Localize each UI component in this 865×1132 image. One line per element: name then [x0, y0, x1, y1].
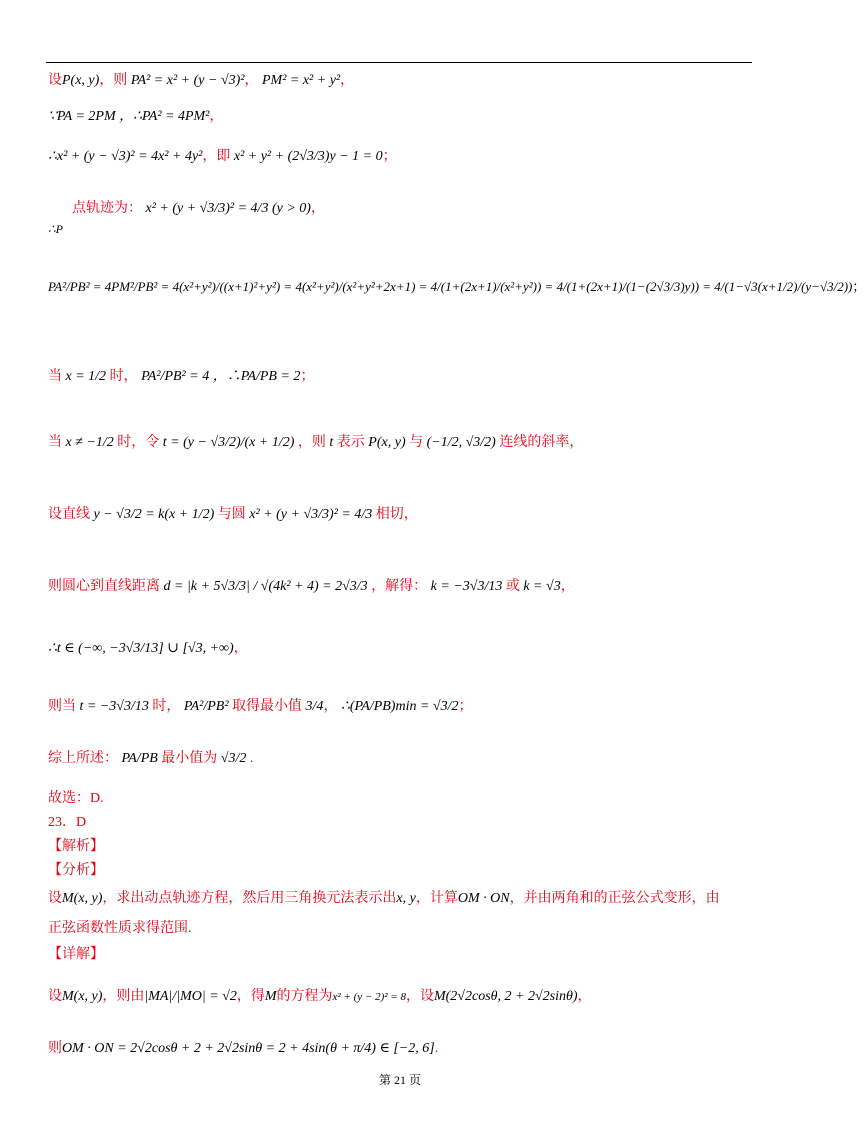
- math: t = (y − √3/2)/(x + 1/2): [162, 435, 295, 450]
- header-rule: [46, 62, 752, 63]
- q23-tag-fenxi: [48, 862, 104, 880]
- text: 连线的斜率，: [499, 435, 584, 450]
- page-footer: 第 21 页: [378, 1073, 421, 1087]
- text: 则当: [48, 699, 76, 714]
- math: x ≠ −1/2: [65, 435, 114, 450]
- sol-line-4: [72, 200, 325, 218]
- math: OM · ON: [457, 891, 510, 906]
- text: ；: [458, 699, 473, 714]
- sol-line-10: [48, 640, 248, 658]
- math: k = √3: [523, 579, 561, 594]
- text: 或: [505, 579, 520, 594]
- text: 则圆心到直线距离: [48, 579, 160, 594]
- math: 3/4: [305, 699, 324, 714]
- text: ，: [310, 201, 325, 216]
- sol-line-5: [48, 278, 865, 296]
- text: 设: [48, 989, 62, 1004]
- text: 设直线: [48, 507, 90, 522]
- text: 正弦函数性质求得范围.: [48, 921, 192, 936]
- text: ；: [382, 149, 397, 164]
- sol-line-12: [48, 750, 253, 768]
- text: 时，: [152, 699, 181, 714]
- math: y − √3/2 = k(x + 1/2): [93, 507, 215, 522]
- math: ∴x² + (y − √3)² = 4x² + 4y²: [48, 149, 203, 164]
- math: M(2√2cosθ, 2 + 2√2sinθ): [433, 989, 578, 1004]
- q23-tag-jiexi: [48, 838, 104, 856]
- sol-line-11: [48, 698, 472, 716]
- text: 综上所述：: [48, 751, 118, 766]
- sol-conclusion: [48, 790, 104, 808]
- text: ，即: [202, 149, 231, 164]
- text: .: [249, 751, 254, 766]
- text: ，得: [236, 989, 265, 1004]
- math: PA²/PB²: [183, 699, 229, 714]
- q23-detail-line-2: [48, 1040, 438, 1058]
- sol-line-6: [48, 368, 314, 386]
- text: ，: [323, 699, 338, 714]
- math: P(x, y): [62, 73, 100, 88]
- text: 相切，: [375, 507, 418, 522]
- math: ∴t ∈ (−∞, −3√3/13] ∪ [√3, +∞): [48, 641, 234, 656]
- math: M(x, y): [62, 989, 103, 1004]
- text: 设: [48, 73, 62, 88]
- math: PA²/PB² = 4 ，∴PA/PB = 2: [141, 369, 301, 384]
- text: ，计算: [415, 891, 458, 906]
- text: 与圆: [217, 507, 246, 522]
- sol-line-7: [48, 434, 583, 452]
- text: 时，令: [117, 435, 160, 450]
- text: 则: [48, 1041, 62, 1056]
- math: PA² = x² + (y − √3)²: [130, 73, 245, 88]
- sol-line-1: [48, 72, 354, 90]
- text: ，: [209, 109, 224, 124]
- q23-analysis-line-1: [48, 890, 720, 908]
- math: ∴(PA/PB)min = √3/2: [340, 699, 459, 714]
- math: x² + (y − 2)² = 8: [332, 991, 406, 1003]
- text: ，: [560, 579, 575, 594]
- math: (−1/2, √3/2): [426, 435, 496, 450]
- math: M(x, y): [62, 891, 103, 906]
- math: x² + (y + √3/3)² = 4/3 (y > 0): [145, 201, 311, 216]
- math: x² + (y + √3/3)² = 4/3: [249, 507, 373, 522]
- text: 当: [48, 435, 62, 450]
- text: ，: [340, 73, 355, 88]
- text: .: [434, 1041, 439, 1056]
- text: ，解得：: [371, 579, 428, 594]
- text: 23．D: [48, 815, 87, 830]
- math: PM² = x² + y²: [261, 73, 341, 88]
- text: ；: [300, 369, 315, 384]
- math: x² + y² + (2√3/3)y − 1 = 0: [233, 149, 383, 164]
- math: PA/PB: [121, 751, 158, 766]
- sol-line-2: [48, 108, 223, 126]
- math: x = 1/2: [65, 369, 107, 384]
- text: ，并由两角和的正弦公式变形，由: [509, 891, 720, 906]
- text: ，则: [297, 435, 326, 450]
- math: d = |k + 5√3/3| / √(4k² + 4) = 2√3/3: [163, 579, 368, 594]
- text: 设: [48, 891, 62, 906]
- text: ，: [577, 989, 592, 1004]
- sol-line-9: [48, 578, 575, 596]
- math: k = −3√3/13: [430, 579, 503, 594]
- text: 时，: [109, 369, 138, 384]
- q23-detail-line-1: [48, 988, 592, 1006]
- text: ，: [244, 73, 259, 88]
- text: 的方程为: [276, 989, 333, 1004]
- q23-number: [48, 814, 86, 832]
- text: 表示: [336, 435, 365, 450]
- math: √3/2: [220, 751, 247, 766]
- math: |MA|/|MO| = √2: [144, 989, 237, 1004]
- text: 与: [409, 435, 424, 450]
- math: M: [264, 989, 277, 1004]
- math: ∵PA = 2PM ，∴PA² = 4PM²: [48, 109, 210, 124]
- text: ，求出动点轨迹方程，然后用三角换元法表示出: [102, 891, 397, 906]
- math: t = −3√3/13: [79, 699, 149, 714]
- sol-line-8: [48, 506, 418, 524]
- text: 最小值为: [161, 751, 218, 766]
- text: 故选：D.: [48, 791, 104, 806]
- q23-analysis-line-2: [48, 920, 192, 938]
- math: x, y: [396, 891, 416, 906]
- text: 当: [48, 369, 62, 384]
- math: t: [329, 435, 334, 450]
- text: 【分析】: [48, 863, 104, 878]
- text: ，则由: [102, 989, 145, 1004]
- math: P(x, y): [368, 435, 406, 450]
- text: ，设: [405, 989, 434, 1004]
- q23-tag-xiangjie: [48, 946, 104, 964]
- text: 点轨迹为：: [72, 201, 142, 216]
- text: ，则: [99, 73, 128, 88]
- math: ∴P: [48, 222, 63, 236]
- math: PA²/PB² = 4PM²/PB² = 4(x²+y²)/((x+1)²+y²) = 4(x²+y²)/(x²+y²+2x+1) = 4/(1+(2x+1)/(x²+y²)) = 4/(1+(2x+1)/(1−(2√3/3)y)) = 4/(1−√3(x+1/2)/(y−√3/2)): [48, 279, 853, 294]
- text: 【解析】: [48, 839, 104, 854]
- text: ，: [233, 641, 248, 656]
- text: 取得最小值: [232, 699, 303, 714]
- text: ；: [852, 279, 865, 294]
- sol-line-4-therefore: [48, 220, 63, 238]
- sol-line-3: [48, 148, 397, 166]
- math: OM · ON = 2√2cosθ + 2 + 2√2sinθ = 2 + 4sin(θ + π/4) ∈ [−2, 6]: [62, 1041, 435, 1056]
- text: 【详解】: [48, 947, 104, 962]
